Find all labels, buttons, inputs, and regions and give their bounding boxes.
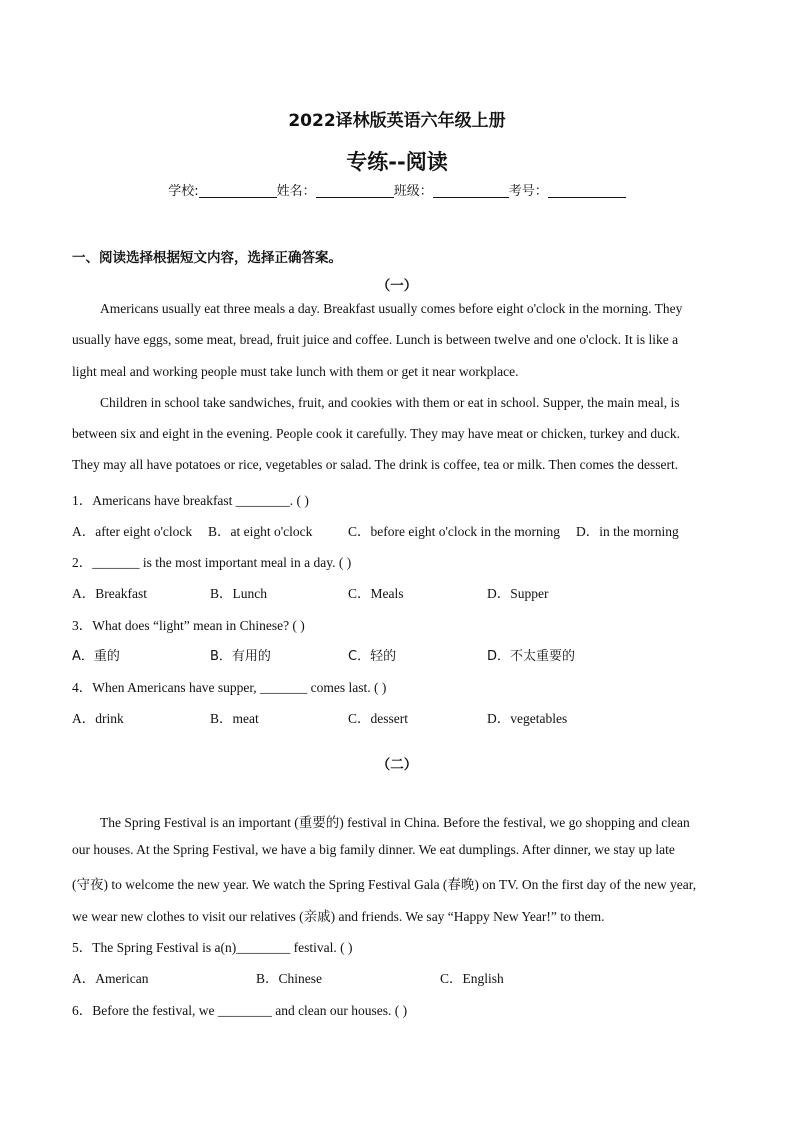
q1-option-d[interactable]: D．in the morning — [576, 524, 679, 539]
document-title: 2022译林版英语六年级上册 — [288, 111, 506, 131]
q4-option-a[interactable]: A．drink — [72, 711, 124, 726]
q5-option-c[interactable]: C．English — [440, 971, 504, 986]
section-heading: 一、阅读选择根据短文内容，选择正确答案。 — [72, 250, 342, 266]
q2-option-c[interactable]: C．Meals — [348, 586, 404, 601]
name-blank — [316, 183, 394, 198]
question-5: 5．The Spring Festival is a(n)________ festival. ( ) — [72, 940, 353, 955]
document-subtitle: 专练--阅读 — [346, 150, 448, 174]
passage-2-line: we wear new clothes to visit our relatives (亲戚) and friends. We say “Happy New Year!” to them. — [72, 909, 605, 924]
passage-2-line: our houses. At the Spring Festival, we have a big family dinner. We eat dumplings. After dinner, we stay up late — [72, 842, 675, 857]
passage-1-line: Children in school take sandwiches, fruit, and cookies with them or eat in school. Supper, the main meal, is — [100, 395, 680, 410]
passage-1-label: （一） — [376, 278, 418, 294]
q1-option-c[interactable]: C．before eight o'clock in the morning — [348, 524, 561, 539]
class-label: 班级： — [393, 184, 433, 199]
q2-option-b[interactable]: B．Lunch — [210, 586, 267, 601]
question-6: 6．Before the festival, we ________ and clean our houses. ( ) — [72, 1003, 408, 1018]
class-blank — [433, 183, 509, 198]
passage-1-line: usually have eggs, some meat, bread, fruit juice and coffee. Lunch is between twelve and one o'clock. It is like a — [72, 332, 679, 347]
q5-option-b[interactable]: B．Chinese — [256, 971, 322, 986]
student-info-row — [0, 180, 794, 199]
question-2: 2．_______ is the most important meal in a day. ( ) — [72, 555, 352, 570]
q5-option-a[interactable]: A．American — [72, 971, 149, 986]
q4-option-c[interactable]: C．dessert — [348, 711, 408, 726]
q3-option-a[interactable]: A．重的 — [72, 649, 120, 664]
question-4: 4．When Americans have supper, _______ comes last. ( ) — [72, 680, 387, 695]
q3-option-b[interactable]: B．有用的 — [210, 649, 271, 664]
q1-option-b[interactable]: B．at eight o'clock — [208, 524, 313, 539]
passage-2-line: (守夜) to welcome the new year. We watch the Spring Festival Gala (春晚) on TV. On the first day of the new year, — [72, 877, 697, 892]
passage-1-line: They may all have potatoes or rice, vegetables or salad. The drink is coffee, tea or milk. Then comes the dessert. — [72, 457, 679, 472]
passage-2-label: （二） — [376, 757, 418, 773]
q3-option-c[interactable]: C．轻的 — [348, 649, 397, 664]
school-blank — [199, 183, 277, 198]
question-1: 1．Americans have breakfast ________. ( ) — [72, 493, 309, 508]
passage-1-line: light meal and working people must take lunch with them or get it near workplace. — [72, 364, 519, 379]
passage-1-line: between six and eight in the evening. People cook it carefully. They may have meat or chicken, turkey and duck. — [72, 426, 681, 441]
name-label: 姓名： — [276, 184, 316, 199]
q3-option-d[interactable]: D．不太重要的 — [487, 649, 576, 664]
q4-option-d[interactable]: D．vegetables — [487, 711, 568, 726]
q4-option-b[interactable]: B．meat — [210, 711, 259, 726]
q1-option-a[interactable]: A．after eight o'clock — [72, 524, 193, 539]
school-label: 学校: — [168, 184, 199, 199]
q2-option-d[interactable]: D．Supper — [487, 586, 549, 601]
q2-option-a[interactable]: A．Breakfast — [72, 586, 147, 601]
passage-2-line: The Spring Festival is an important (重要的) festival in China. Before the festival, we go shopping and clean — [100, 815, 690, 830]
exam-no-label: 考号： — [508, 184, 548, 199]
passage-1-line: Americans usually eat three meals a day. Breakfast usually comes before eight o'clock in the morning. They — [100, 301, 683, 316]
exam-no-blank — [548, 183, 626, 198]
question-3: 3．What does “light” mean in Chinese? ( ) — [72, 618, 305, 633]
